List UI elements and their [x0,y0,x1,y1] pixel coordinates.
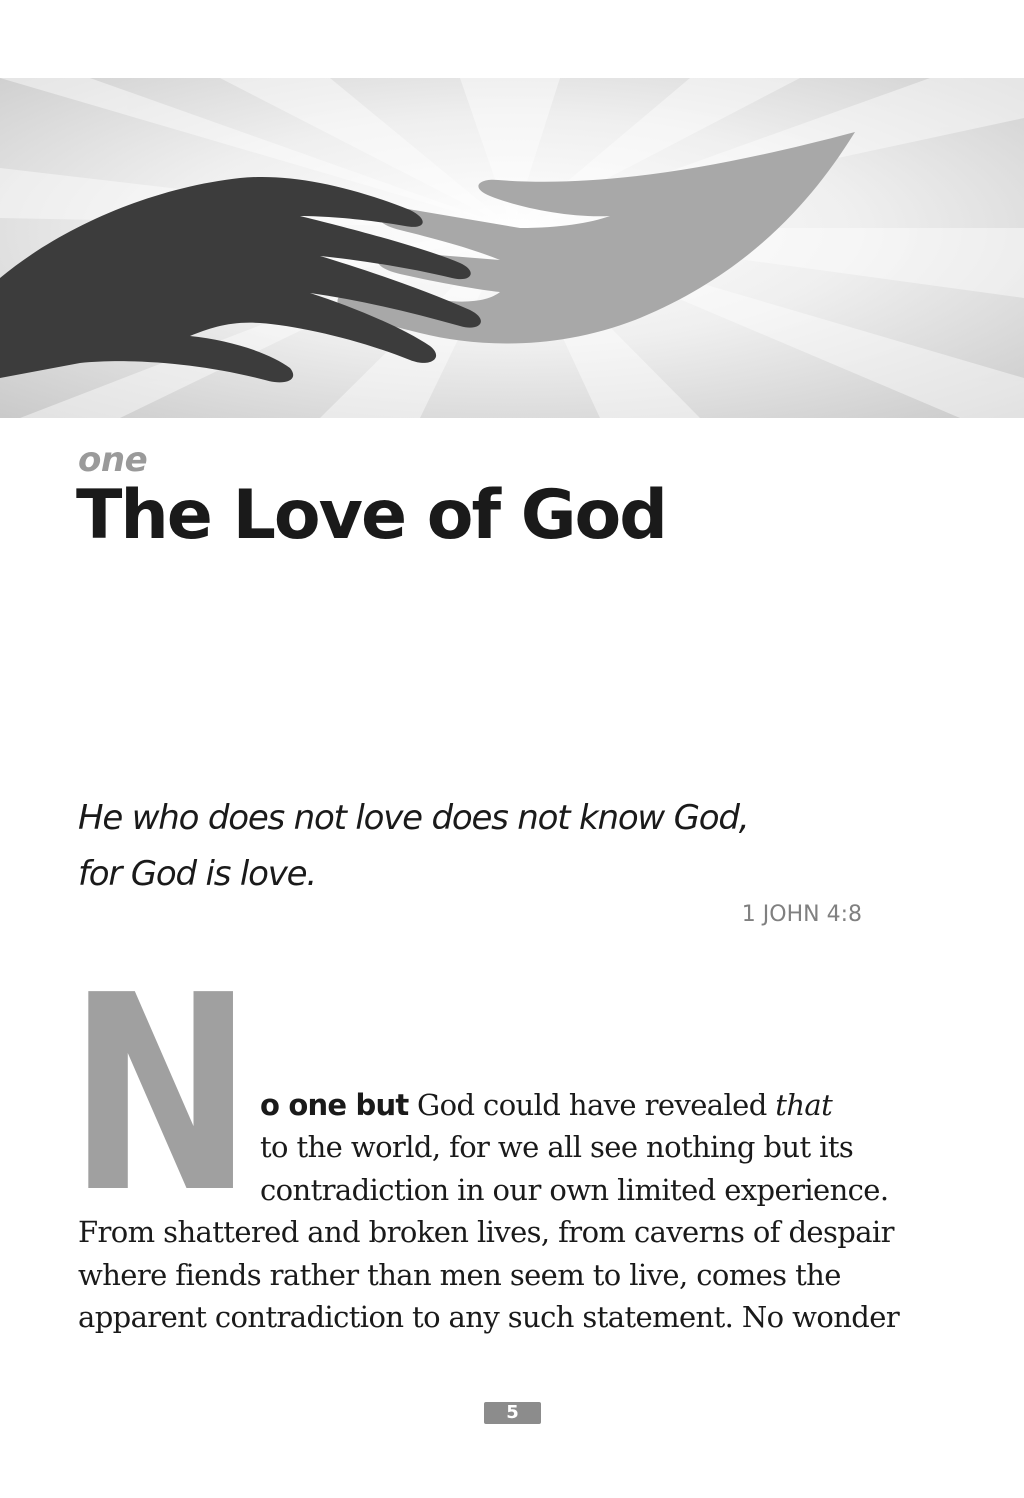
reaching-hands-icon [0,78,1024,418]
drop-cap: N [68,937,246,1252]
epigraph-line: for God is love. [78,854,316,894]
epigraph-quote [78,790,878,902]
body-line: From shattered and broken lives, from caverns of despair [78,1215,894,1249]
lead-in-text: o one but [260,1088,409,1122]
page-number: 5 [484,1402,541,1424]
body-line [260,1088,832,1122]
body-text-segment: God could have revealed [408,1088,776,1122]
epigraph-line: He who does not love does not know God, [78,798,749,838]
body-line: contradiction in our own limited experience. [260,1173,889,1207]
chapter-title: The Love of God [76,476,666,555]
header-illustration [0,78,1024,418]
chapter-number: one [78,440,148,480]
body-line: where fiends rather than men seem to live, comes the [78,1258,841,1292]
emphasized-word: that [775,1088,833,1122]
body-line: apparent contradiction to any such statement. No wonder [78,1300,900,1334]
epigraph-reference: 1 JOHN 4:8 [741,902,862,927]
body-line: to the world, for we all see nothing but its [260,1130,854,1164]
